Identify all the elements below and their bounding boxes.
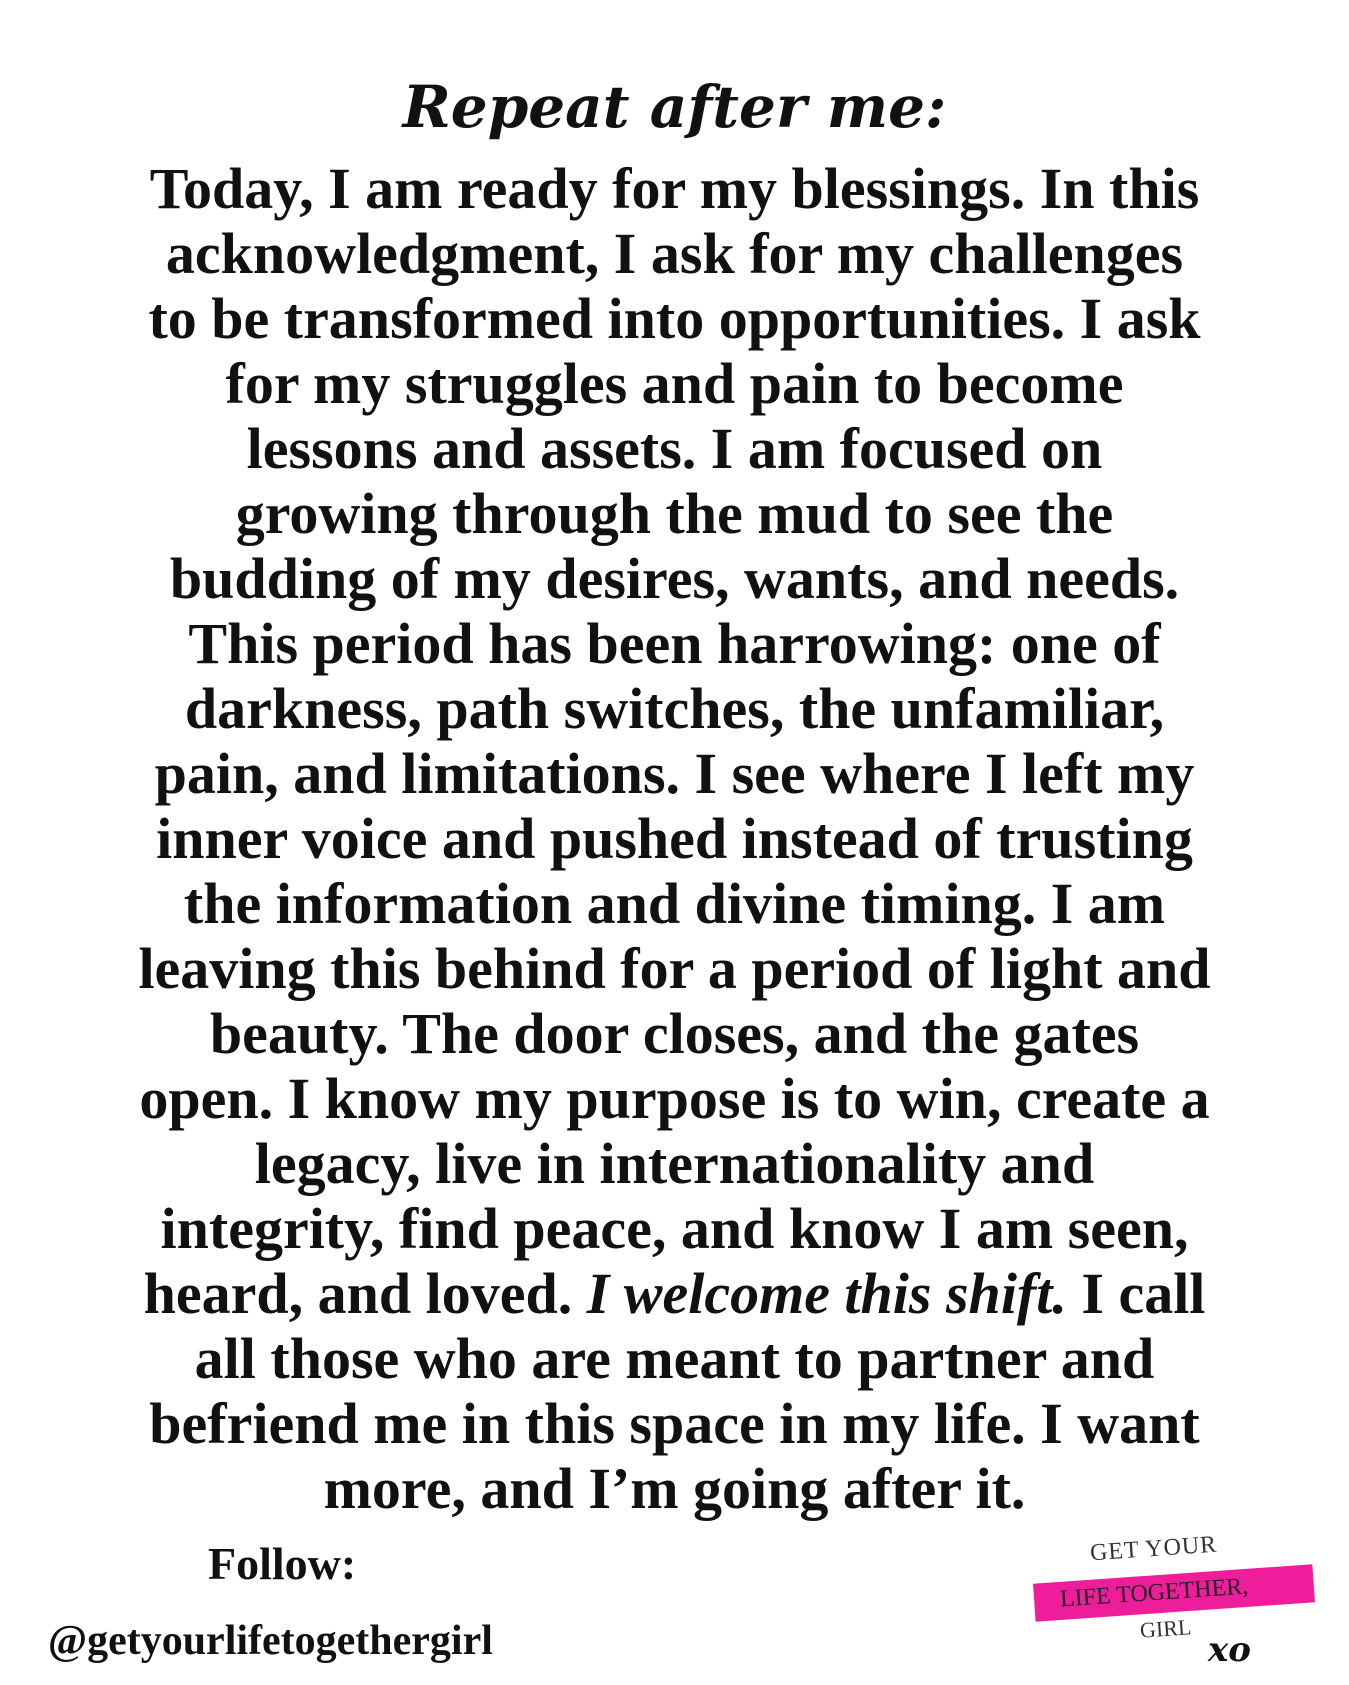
affirmation-line: the information and divine timing. I am [183, 871, 1166, 936]
logo-line-2: LIFE TOGETHER, [1059, 1573, 1250, 1613]
page-title: Repeat after me: [402, 73, 947, 141]
affirmation-line: pain, and limitations. I see where I left my [154, 741, 1195, 806]
affirmation-line: growing through the mud to see the [235, 481, 1114, 546]
logo-signature: xo [1208, 1630, 1251, 1670]
affirmation-line: beauty. The door closes, and the gates [209, 1001, 1140, 1066]
logo-line-3: GIRL [1139, 1614, 1193, 1643]
follow-label: Follow: [208, 1538, 357, 1589]
affirmation-line: leaving this behind for a period of light and [138, 936, 1211, 1001]
social-handle: @getyourlifetogethergirl [48, 1618, 493, 1664]
affirmation-line: more, and I’m going after it. [323, 1456, 1026, 1521]
affirmation-line: integrity, find peace, and know I am seen, [160, 1196, 1189, 1261]
affirmation-segment: I call [1066, 1261, 1206, 1326]
affirmation-text [105, 156, 1244, 1521]
affirmation-line: inner voice and pushed instead of trusting [156, 806, 1193, 871]
affirmation-line: acknowledgment, I ask for my challenges [165, 221, 1184, 286]
affirmation-line-mixed [105, 1261, 1244, 1326]
affirmation-line: to be transformed into opportunities. I ask [148, 286, 1201, 351]
logo-line-1: GET YOUR [1089, 1531, 1219, 1567]
affirmation-segment: heard, and loved. [143, 1261, 587, 1326]
affirmation-line: budding of my desires, wants, and needs. [169, 546, 1180, 611]
affirmation-line: Today, I am ready for my blessings. In this [149, 156, 1200, 221]
affirmation-line: befriend me in this space in my life. I want [149, 1391, 1200, 1456]
affirmation-emphasis: I welcome this shift. [586, 1261, 1067, 1326]
affirmation-line: for my struggles and pain to become [225, 351, 1124, 416]
affirmation-line: open. I know my purpose is to win, create a [139, 1066, 1210, 1131]
affirmation-line: lessons and assets. I am focused on [246, 416, 1103, 481]
brand-logo [1030, 1530, 1330, 1670]
affirmation-line: darkness, path switches, the unfamiliar, [184, 676, 1165, 741]
affirmation-line: This period has been harrowing: one of [188, 611, 1161, 676]
affirmation-line: legacy, live in internationality and [254, 1131, 1095, 1196]
affirmation-line: all those who are meant to partner and [194, 1326, 1155, 1391]
